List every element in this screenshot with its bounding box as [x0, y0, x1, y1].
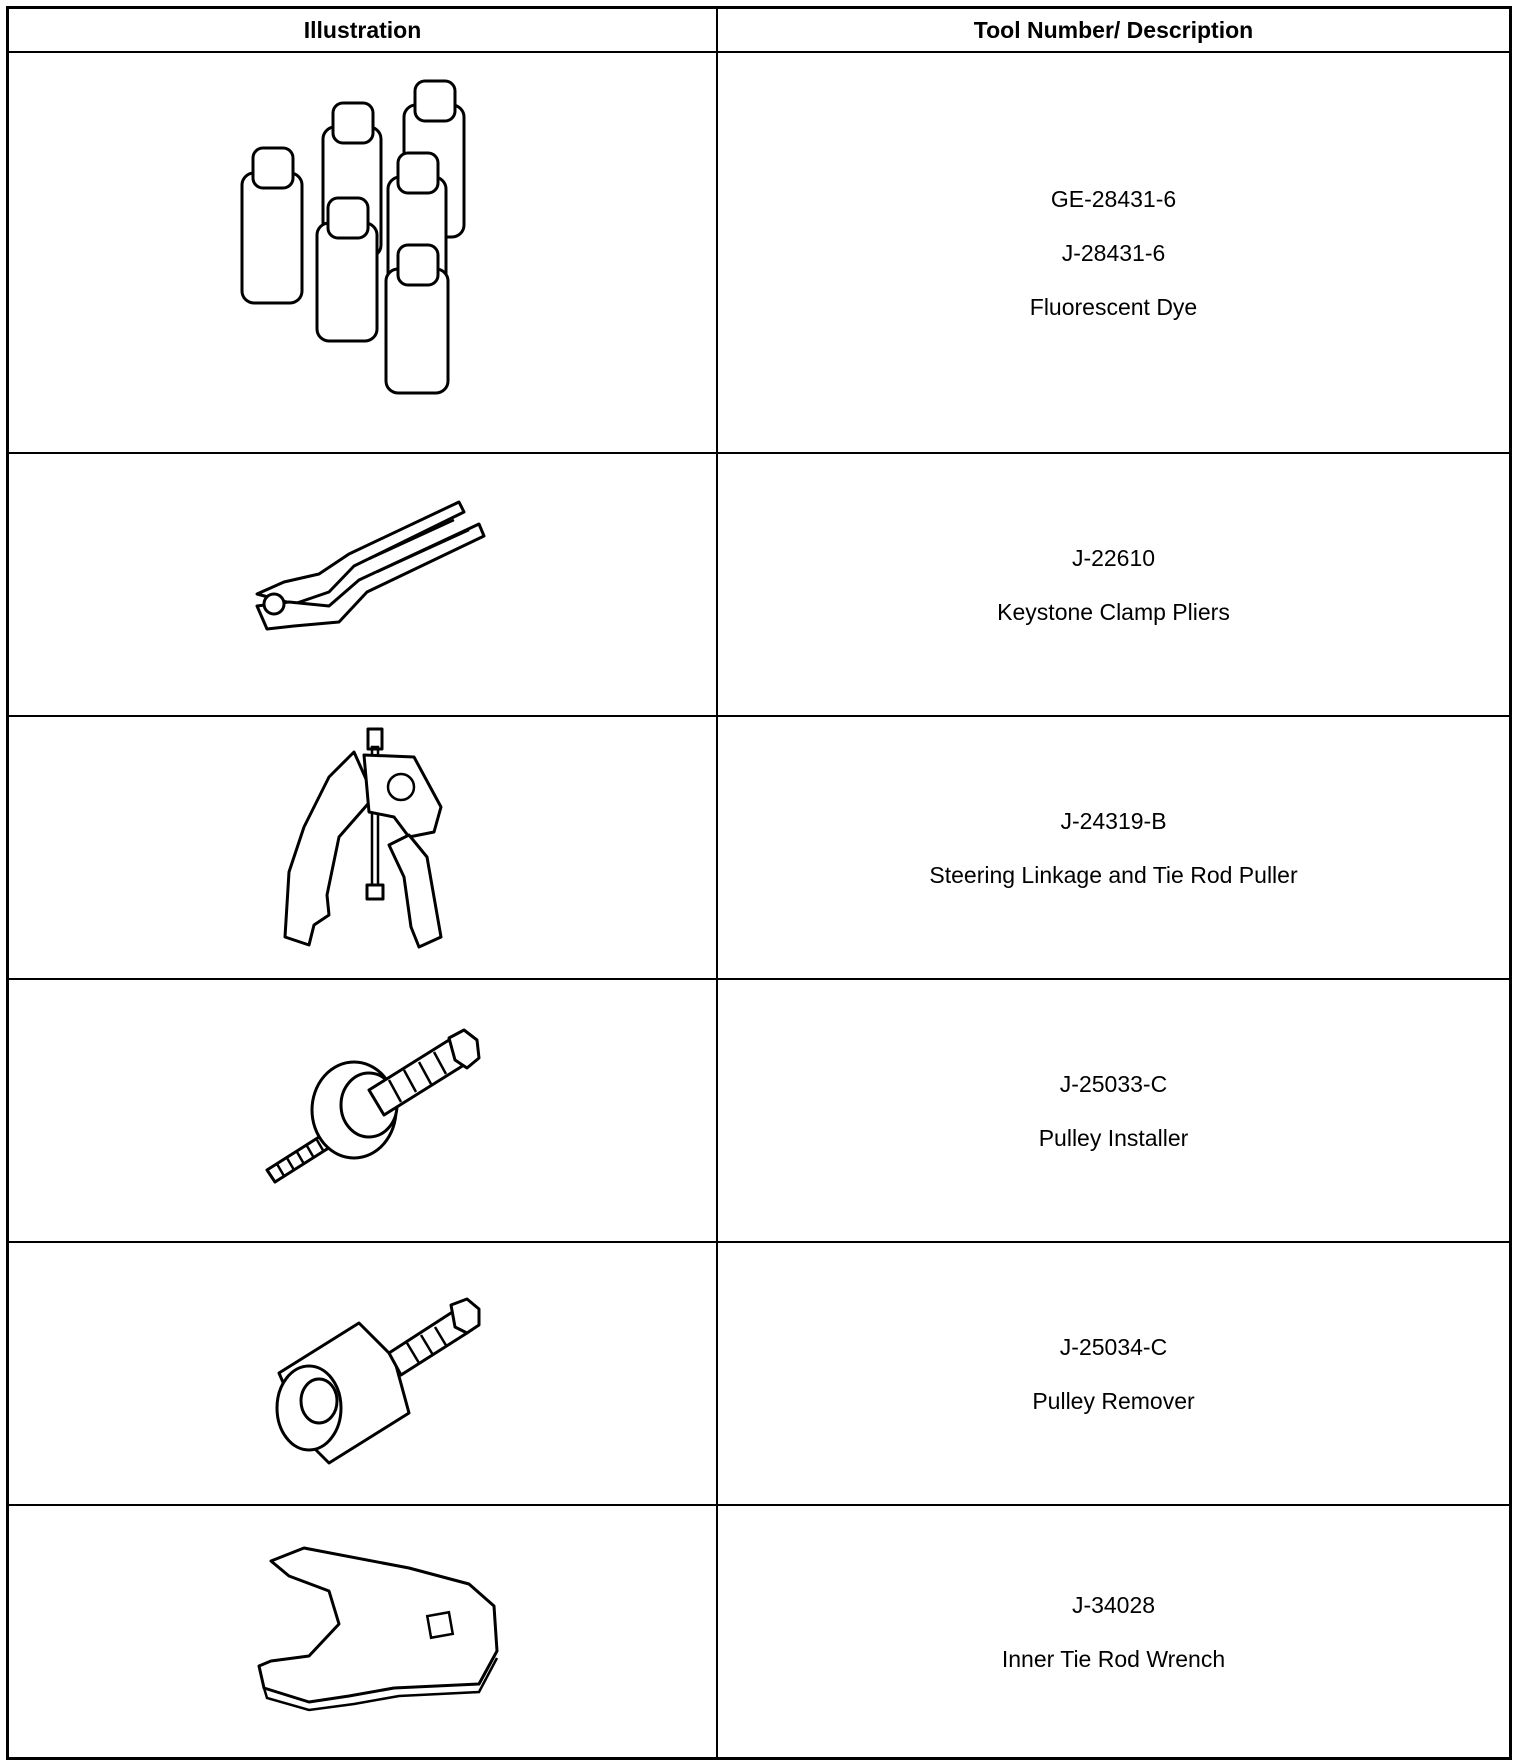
tool-description: Pulley Installer [1038, 1124, 1189, 1151]
tool-number: J-34028 [1071, 1591, 1156, 1618]
description-cell [718, 1243, 1509, 1504]
pulley-installer-icon [9, 980, 716, 1241]
description-cell [718, 1506, 1509, 1757]
tool-number: J-25034-C [1059, 1333, 1168, 1360]
inner-tie-rod-wrench-icon [9, 1506, 716, 1755]
description-cell [718, 717, 1509, 978]
fluorescent-dye-bottles-icon [9, 53, 716, 452]
tool-description: Inner Tie Rod Wrench [1001, 1645, 1226, 1672]
pulley-remover-icon [9, 1243, 716, 1504]
illustration-cell [9, 980, 718, 1241]
illustration-cell [9, 454, 718, 715]
tool-description: Keystone Clamp Pliers [997, 598, 1230, 625]
illustration-cell [9, 53, 718, 452]
tool-description: Steering Linkage and Tie Rod Puller [929, 861, 1298, 888]
table-row [9, 980, 1509, 1243]
tool-number: J-22610 [1071, 544, 1156, 571]
tool-number: J-25033-C [1059, 1070, 1168, 1097]
illustration-cell [9, 1506, 718, 1757]
table-row [9, 717, 1509, 980]
tie-rod-puller-icon [9, 717, 716, 978]
keystone-clamp-pliers-icon [9, 454, 716, 715]
description-cell [718, 53, 1509, 452]
tool-description: Pulley Remover [1032, 1387, 1195, 1414]
tool-description: Fluorescent Dye [1029, 293, 1198, 320]
description-cell [718, 980, 1509, 1241]
tool-number: GE-28431-6 [1050, 185, 1177, 212]
header-tool-description: Tool Number/ Description [973, 16, 1254, 43]
tool-number: J-24319-B [1060, 807, 1167, 834]
table-row [9, 1506, 1509, 1757]
description-cell [718, 454, 1509, 715]
table-row [9, 53, 1509, 454]
illustration-cell [9, 1243, 718, 1504]
table-header [9, 9, 1509, 53]
table-row [9, 1243, 1509, 1506]
special-tools-table [6, 6, 1512, 1760]
table-row [9, 454, 1509, 717]
illustration-cell [9, 717, 718, 978]
tool-number-alt: J-28431-6 [1061, 239, 1166, 266]
header-illustration: Illustration [9, 9, 718, 51]
